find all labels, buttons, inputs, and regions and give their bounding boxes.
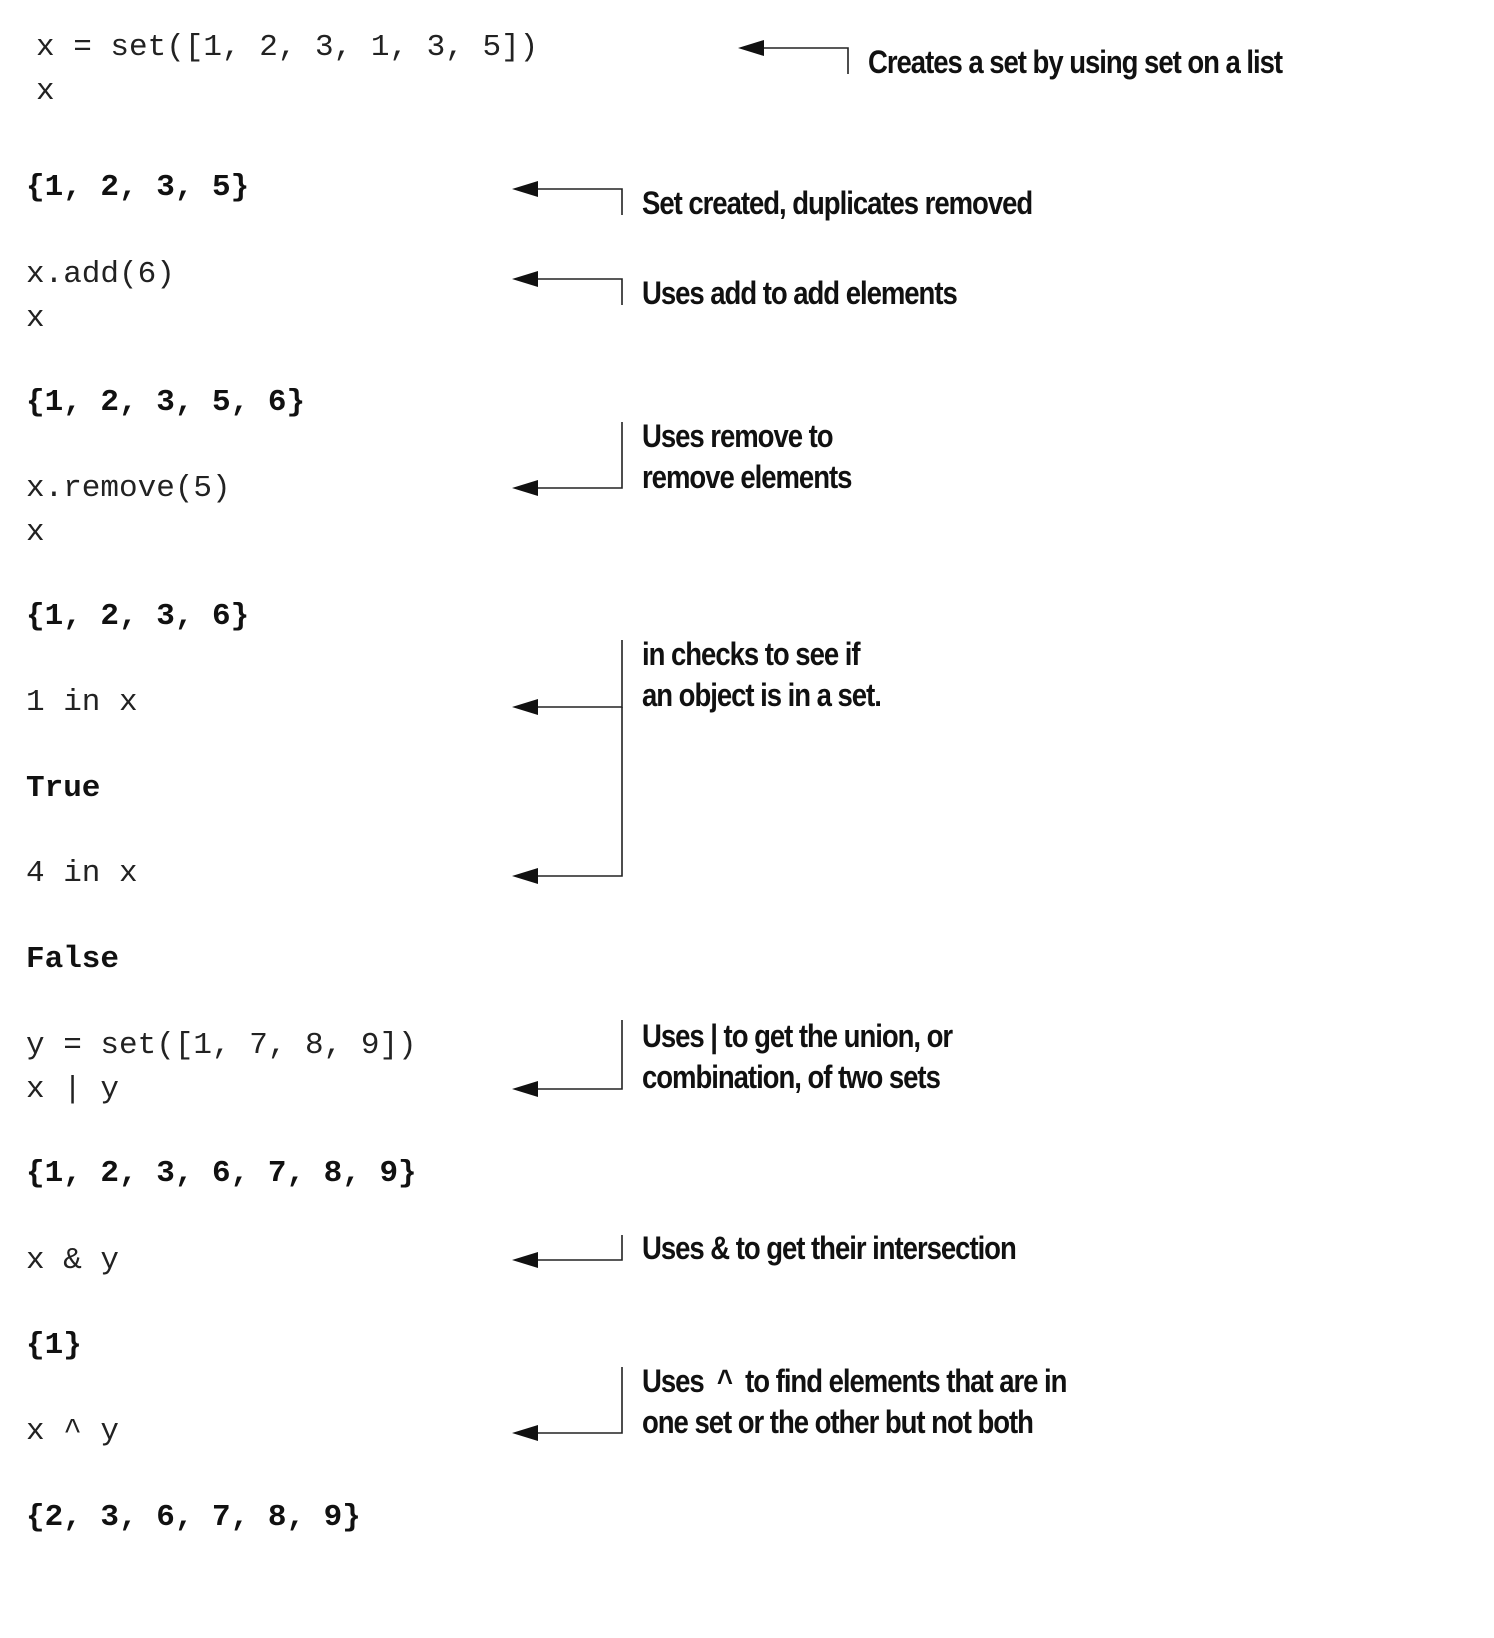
code-line-symmetric-difference: x ^ y [26, 1414, 120, 1449]
code-line-set-create: x = set([1, 2, 3, 1, 3, 5]) [36, 30, 539, 65]
arrowhead-icon [512, 181, 538, 197]
code-line-in: 4 in x [26, 856, 138, 891]
output-line-set: {2, 3, 6, 7, 8, 9} [26, 1500, 361, 1535]
arrowhead-icon [512, 699, 538, 715]
callout-connector [538, 1020, 622, 1089]
annotation-remove: Uses remove to remove elements [642, 418, 852, 495]
arrowhead-icon [512, 271, 538, 287]
annotation-create-set: Creates a set by using set on a list [868, 44, 1283, 80]
code-line-remove: x.remove(5) [26, 471, 231, 506]
annotation-intersection: Uses & to get their intersection [642, 1230, 1016, 1266]
output-line-set: {1, 2, 3, 6, 7, 8, 9} [26, 1156, 417, 1191]
callout-connector [538, 1235, 622, 1260]
code-line-intersection: x & y [26, 1243, 120, 1278]
code-line-in: 1 in x [26, 685, 138, 720]
callout-connector [538, 422, 622, 488]
arrowhead-icon [512, 480, 538, 496]
annotation-in: in checks to see if an object is in a set. [642, 636, 881, 713]
code-line-x: x [36, 74, 55, 109]
callout-connector [538, 707, 622, 876]
output-line-set: {1} [26, 1328, 82, 1363]
output-line-bool: False [26, 942, 120, 977]
callout-connector [538, 1367, 622, 1433]
output-line-set: {1, 2, 3, 6} [26, 599, 250, 634]
output-line-set: {1, 2, 3, 5} [26, 170, 250, 205]
callout-connector [538, 640, 622, 707]
code-line-add: x.add(6) [26, 257, 175, 292]
code-line-x: x [26, 515, 45, 550]
callout-connector [538, 189, 622, 215]
arrowhead-icon [512, 1425, 538, 1441]
output-line-bool: True [26, 771, 101, 806]
callout-connector [538, 279, 622, 305]
code-line-set-create: y = set([1, 7, 8, 9]) [26, 1028, 417, 1063]
annotation-add: Uses add to add elements [642, 275, 957, 311]
annotation-symmetric-difference: Uses ^ to find elements that are in one set or the other but not both [642, 1363, 1067, 1440]
code-line-x: x [26, 301, 45, 336]
annotation-duplicates-removed: Set created, duplicates removed [642, 185, 1033, 221]
arrowhead-icon [512, 1252, 538, 1268]
arrowhead-icon [512, 868, 538, 884]
callout-connector [762, 48, 848, 74]
output-line-set: {1, 2, 3, 5, 6} [26, 385, 306, 420]
code-line-union: x | y [26, 1072, 120, 1107]
arrowhead-icon [512, 1081, 538, 1097]
arrowhead-icon [738, 40, 764, 56]
annotation-union: Uses | to get the union, or combination, of two sets [642, 1018, 953, 1095]
